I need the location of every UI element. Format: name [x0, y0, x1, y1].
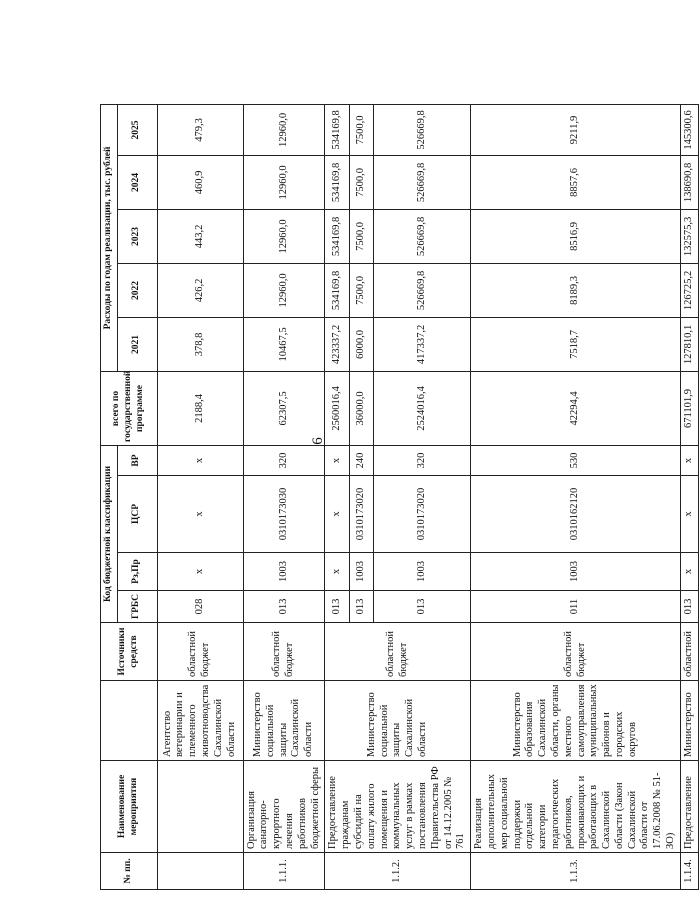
- header-2021: 2021: [117, 317, 157, 371]
- cell-2025: 12960,0: [243, 104, 325, 155]
- cell-2023: 526669,8: [374, 209, 471, 263]
- cell-2021: 7518,7: [471, 317, 681, 371]
- cell-rzpr: х: [680, 553, 698, 591]
- header-csr: ЦСР: [117, 476, 157, 553]
- cell-rzpr: 1003: [349, 553, 374, 591]
- cell-grbs: 011: [471, 591, 681, 623]
- cell-source: областной бюджет: [325, 623, 471, 681]
- table-row: [243, 104, 325, 889]
- header-total: всего по государственной программе: [101, 371, 158, 445]
- cell-total: 42294,4: [471, 371, 681, 445]
- cell-name: [157, 761, 243, 853]
- cell-total: 36000,0: [349, 371, 374, 445]
- cell-grbs: 028: [157, 591, 243, 623]
- table-row: [471, 104, 681, 889]
- cell-total: 62307,5: [243, 371, 325, 445]
- cell-csr: 0310173020: [374, 476, 471, 553]
- cell-source: областной: [680, 623, 698, 681]
- header-exec: [101, 681, 158, 761]
- cell-2021: 417337,2: [374, 317, 471, 371]
- header-num: № пп.: [101, 853, 158, 890]
- cell-2023: 8516,9: [471, 209, 681, 263]
- table-row: [325, 104, 350, 889]
- cell-2025: 526669,8: [374, 104, 471, 155]
- cell-grbs: 013: [325, 591, 350, 623]
- cell-2022: 7500,0: [349, 263, 374, 317]
- cell-name: Предоставление: [680, 761, 698, 853]
- cell-2024: 138690,8: [680, 155, 698, 209]
- cell-total: 2524016,4: [374, 371, 471, 445]
- cell-name: Организация санаторно-курортного лечения работников бюджетной сферы: [243, 761, 325, 853]
- cell-vr: 320: [243, 445, 325, 475]
- cell-2024: 526669,8: [374, 155, 471, 209]
- cell-total: 671101,9: [680, 371, 698, 445]
- cell-total: 2188,4: [157, 371, 243, 445]
- cell-2024: 12960,0: [243, 155, 325, 209]
- cell-rzpr: 1003: [243, 553, 325, 591]
- cell-2022: 8189,3: [471, 263, 681, 317]
- cell-rzpr: 1003: [374, 553, 471, 591]
- cell-name: Реализация дополнительных мер социальной поддержки отдельной категории педагогических работников, проживающих и работающих в Сахалинской области (Закон Сахалинской области от 17.06.2008 № 51-ЗО): [471, 761, 681, 853]
- cell-2025: 479,3: [157, 104, 243, 155]
- cell-csr: х: [325, 476, 350, 553]
- cell-2025: 7500,0: [349, 104, 374, 155]
- cell-source: областной бюджет: [471, 623, 681, 681]
- cell-2021: 378,8: [157, 317, 243, 371]
- cell-2021: 127810,1: [680, 317, 698, 371]
- cell-vr: х: [325, 445, 350, 475]
- header-2024: 2024: [117, 155, 157, 209]
- cell-2022: 534169,8: [325, 263, 350, 317]
- cell-2023: 7500,0: [349, 209, 374, 263]
- cell-csr: х: [680, 476, 698, 553]
- header-name: Наименование мероприятия: [101, 761, 158, 853]
- cell-2023: 12960,0: [243, 209, 325, 263]
- cell-csr: х: [157, 476, 243, 553]
- cell-2022: 526669,8: [374, 263, 471, 317]
- header-years-group: Расходы по годам реализации, тыс. рублей: [101, 104, 118, 371]
- table-row: [157, 104, 243, 889]
- cell-vr: х: [680, 445, 698, 475]
- header-grbs: ГРБС: [117, 591, 157, 623]
- cell-num: 1.1.1.: [243, 853, 325, 890]
- cell-vr: 530: [471, 445, 681, 475]
- cell-csr: 0310173030: [243, 476, 325, 553]
- cell-exec: Агентство ветеринарии и племенного животноводства Сахалинской области: [157, 681, 243, 761]
- header-2025: 2025: [117, 104, 157, 155]
- cell-num: [157, 853, 243, 890]
- cell-rzpr: х: [157, 553, 243, 591]
- cell-source: областной бюджет: [243, 623, 325, 681]
- cell-csr: 0310173020: [349, 476, 374, 553]
- cell-2021: 423337,2: [325, 317, 350, 371]
- cell-2024: 460,9: [157, 155, 243, 209]
- cell-csr: 0310162120: [471, 476, 681, 553]
- cell-num: 1.1.4.: [680, 853, 698, 890]
- cell-vr: 240: [349, 445, 374, 475]
- header-2022: 2022: [117, 263, 157, 317]
- cell-2021: 10467,5: [243, 317, 325, 371]
- cell-2025: 145300,6: [680, 104, 698, 155]
- cell-rzpr: 1003: [471, 553, 681, 591]
- cell-name: Предоставление гражданам субсидий на оплату жилого помещения и коммунальных услуг в рамках постановления Правительства РФ от 14.12.2005 № 761: [325, 761, 471, 853]
- cell-grbs: 013: [349, 591, 374, 623]
- table-row: [680, 104, 698, 889]
- cell-exec: Министерство социальной защиты Сахалинской области: [325, 681, 471, 761]
- cell-exec: Министерство: [680, 681, 698, 761]
- budget-table: [100, 104, 699, 890]
- cell-grbs: 013: [243, 591, 325, 623]
- header-2023: 2023: [117, 209, 157, 263]
- page-number: 6: [309, 437, 326, 445]
- cell-2025: 9211,9: [471, 104, 681, 155]
- header-rzpr: Рз,Пр: [117, 553, 157, 591]
- cell-2023: 443,2: [157, 209, 243, 263]
- cell-rzpr: х: [325, 553, 350, 591]
- header-vr: ВР: [117, 445, 157, 475]
- cell-total: 2560016,4: [325, 371, 350, 445]
- cell-2023: 534169,8: [325, 209, 350, 263]
- cell-exec: Министерство образования Сахалинской области, органы местного самоуправления муниципальных районов и городских округов: [471, 681, 681, 761]
- cell-2024: 534169,8: [325, 155, 350, 209]
- cell-vr: 320: [374, 445, 471, 475]
- cell-num: 1.1.3.: [471, 853, 681, 890]
- cell-grbs: 013: [680, 591, 698, 623]
- cell-2024: 7500,0: [349, 155, 374, 209]
- cell-2022: 126725,2: [680, 263, 698, 317]
- cell-2022: 12960,0: [243, 263, 325, 317]
- rotated-table-page: [100, 105, 694, 890]
- cell-vr: х: [157, 445, 243, 475]
- cell-grbs: 013: [374, 591, 471, 623]
- cell-2022: 426,2: [157, 263, 243, 317]
- header-source: Источники средств: [101, 623, 158, 681]
- cell-exec: Министерство социальной защиты Сахалинской области: [243, 681, 325, 761]
- cell-2025: 534169,8: [325, 104, 350, 155]
- cell-2024: 8857,6: [471, 155, 681, 209]
- cell-source: областной бюджет: [157, 623, 243, 681]
- cell-2021: 6000,0: [349, 317, 374, 371]
- cell-num: 1.1.2.: [325, 853, 471, 890]
- header-kbk-group: Код бюджетной классификации: [101, 445, 118, 622]
- cell-2023: 132575,3: [680, 209, 698, 263]
